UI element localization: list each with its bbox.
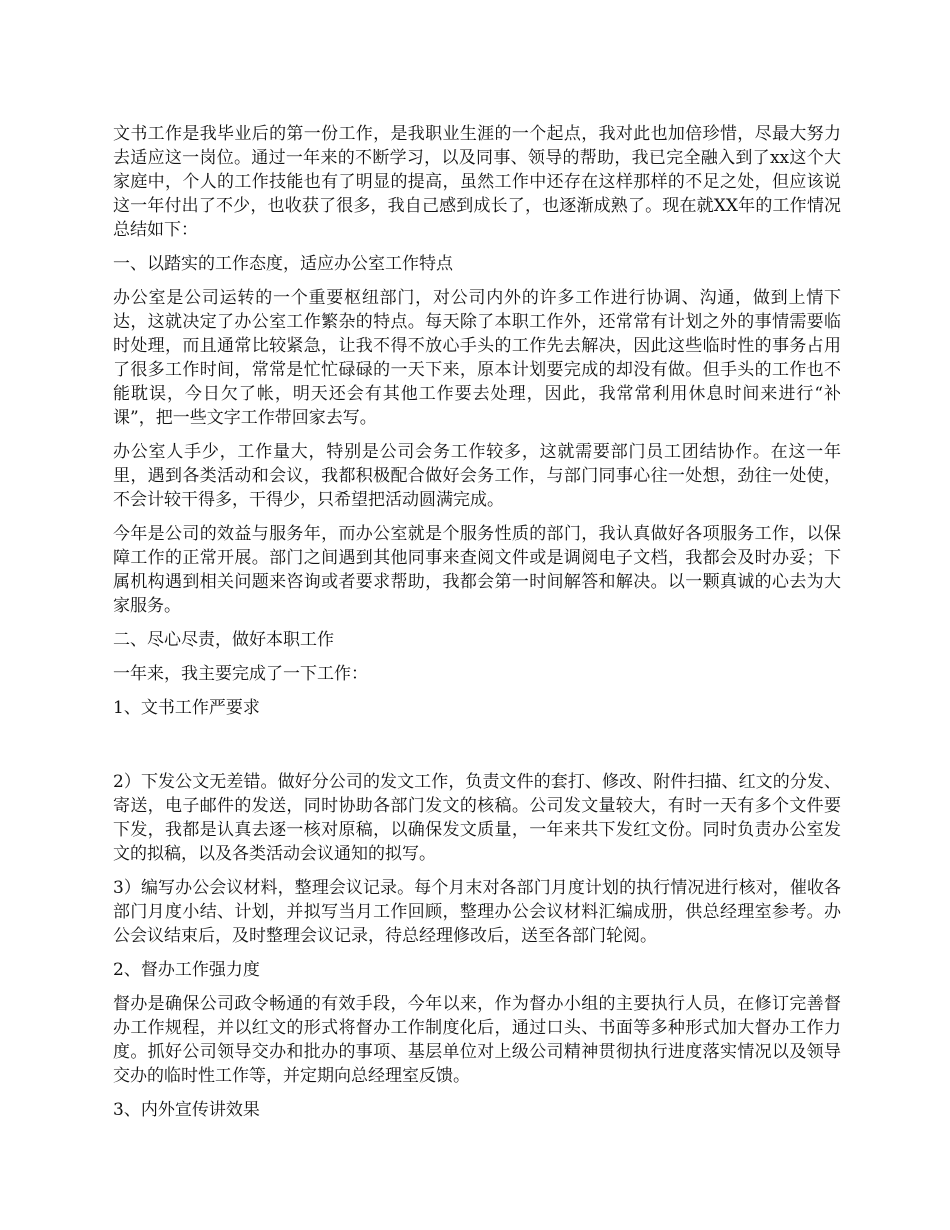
body-paragraph: 办公室是公司运转的一个重要枢纽部门，对公司内外的许多工作进行协调、沟通，做到上情下达，这就决定了办公室工作繁杂的特点。每天除了本职工作外，还常常有计划之外的事情需要临时处理，而且通常比较紧急，让我不得不放心手头的工作先去解决，因此这些临时性的事务占用了很多工作时间，常常是忙忙碌碌的一天下来，原本计划要完成的却没有做。但手头的工作也不能耽误，今日欠了帐，明天还会有其他工作要去处理，因此，我常常利用休息时间来进行“补课”，把一些文字工作带回家去写。 [113, 288, 841, 428]
blank-space [113, 730, 841, 770]
document-body [113, 122, 841, 1132]
intro-paragraph: 文书工作是我毕业后的第一份工作，是我职业生涯的一个起点，我对此也加倍珍惜，尽最大努力去适应这一岗位。通过一年来的不断学习，以及同事、领导的帮助，我已完全融入到了xx这个大家庭中，个人的工作技能也有了明显的提高，虽然工作中还存在这样那样的不足之处，但应该说这一年付出了不少，也收获了很多，我自己感到成长了，也逐渐成熟了。现在就XX年的工作情况总结如下： [113, 124, 841, 240]
body-paragraph: 今年是公司的效益与服务年，而办公室就是个服务性质的部门，我认真做好各项服务工作，以保障工作的正常开展。部门之间遇到其他同事来查阅文件或是调阅电子文档，我都会及时办妥；下属机构遇到相关问题来咨询或者要求帮助，我都会第一时间解答和解决。以一颗真诚的心去为大家服务。 [113, 524, 841, 616]
body-paragraph: 办公室人手少，工作量大，特别是公司会务工作较多，这就需要部门员工团结协作。在这一年里，遇到各类活动和会议，我都积极配合做好会务工作，与部门同事心往一处想，劲往一处使，不会计较干得多，干得少，只希望把活动圆满完成。 [113, 442, 841, 510]
subsection-heading: 1、文书工作严要求 [113, 698, 260, 718]
body-paragraph: 3）编写办公会议材料，整理会议记录。每个月末对各部门月度计划的执行情况进行核对，催收各部门月度小结、计划，并拟写当月工作回顾，整理办公会议材料汇编成册，供总经理室参考。办公会议结束后，及时整理会议记录，待总经理修改后，送至各部门轮阅。 [113, 878, 841, 946]
section-heading-1: 一、以踏实的工作态度，适应办公室工作特点 [113, 254, 453, 274]
section-heading-2: 二、尽心尽责，做好本职工作 [113, 630, 334, 650]
body-paragraph: 一年来，我主要完成了一下工作： [113, 664, 368, 684]
body-paragraph: 督办是确保公司政令畅通的有效手段，今年以来，作为督办小组的主要执行人员，在修订完善督办工作规程，并以红文的形式将督办工作制度化后，通过口头、书面等多种形式加大督办工作力度。抓好公司领导交办和批办的事项、基层单位对上级公司精神贯彻执行进度落实情况以及领导交办的临时性工作等，并定期向总经理室反馈。 [113, 994, 841, 1086]
subsection-heading: 3、内外宣传讲效果 [113, 1100, 260, 1120]
subsection-heading: 2、督办工作强力度 [113, 960, 260, 980]
body-paragraph: 2）下发公文无差错。做好分公司的发文工作，负责文件的套打、修改、附件扫描、红文的分发、寄送，电子邮件的发送，同时协助各部门发文的核稿。公司发文量较大，有时一天有多个文件要下发，我都是认真去逐一核对原稿，以确保发文质量，一年来共下发红文份。同时负责办公室发文的拟稿，以及各类活动会议通知的拟写。 [113, 772, 841, 864]
